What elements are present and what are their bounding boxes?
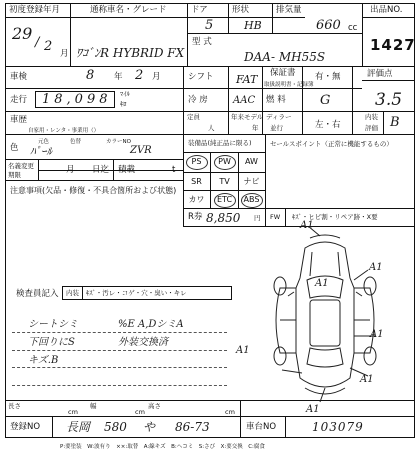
first-reg-month: 2	[44, 39, 53, 54]
warranty-value: 有・無	[315, 72, 341, 82]
doors-value: 5	[205, 18, 214, 33]
frame-left	[5, 3, 6, 438]
equipment-item: カワ	[188, 195, 205, 204]
rule	[362, 17, 414, 18]
fuel-label: 燃 料	[266, 95, 286, 105]
color-change-label: 色替	[70, 139, 82, 145]
rule	[5, 159, 183, 160]
damage-label: A1	[300, 220, 314, 231]
equipment-item: ETC	[216, 195, 233, 204]
fw-label: FW	[270, 213, 281, 221]
model-grade-label: 通称車名・グレード	[90, 5, 167, 15]
lot-value: 1427	[370, 36, 416, 54]
fuel-value: G	[320, 93, 331, 108]
mileage-label: 走行	[10, 95, 28, 105]
dealer-label: ディラー	[266, 113, 292, 121]
frame-bottom	[5, 437, 415, 438]
color-code-label: カラーNO	[106, 139, 131, 145]
rule	[285, 416, 286, 437]
warranty-label: 保証書	[270, 68, 296, 78]
rule	[5, 111, 362, 112]
ac-label: 冷 房	[188, 95, 208, 105]
rule	[5, 416, 415, 417]
category-sub: 自家用・レンタ・事業用（）	[28, 128, 100, 134]
lot-label: 出品NO.	[370, 5, 403, 15]
width-unit: cm	[135, 408, 145, 416]
inspection-month-unit: 月	[152, 72, 161, 82]
registration-number: 86-73	[175, 420, 210, 434]
rule	[5, 400, 415, 401]
rule	[183, 226, 414, 227]
rule	[38, 159, 39, 180]
rule	[362, 3, 363, 66]
shift-label: シフト	[188, 72, 214, 82]
rule	[362, 111, 414, 112]
color-label: 色	[10, 143, 19, 153]
year-model-unit: 年	[252, 124, 259, 132]
note-row1-left: シートシミ	[28, 319, 78, 330]
rule	[285, 208, 286, 226]
equipment-circle	[186, 155, 208, 170]
registration-class: 580	[104, 420, 127, 434]
rule	[183, 152, 265, 153]
change-day: 日迄	[92, 165, 110, 175]
color-original-label: 元色	[38, 139, 50, 145]
damage-label: A1	[369, 262, 383, 273]
equipment-item: TV	[219, 177, 230, 186]
length-unit: cm	[68, 408, 78, 416]
score-value: 3.5	[375, 90, 403, 110]
change-label: 名義変更期限	[8, 162, 34, 179]
damage-label: A1	[315, 278, 329, 289]
note-row2-right: 外装交換済	[118, 337, 168, 348]
capacity-unit: 人	[208, 124, 215, 132]
mileage-digits: 18,098	[42, 92, 112, 107]
rule	[240, 400, 241, 416]
length-label: 長さ	[8, 402, 21, 410]
frame-top	[5, 3, 415, 4]
inspection-year-unit: 年	[114, 72, 123, 82]
width-label: 幅	[90, 402, 97, 410]
displacement-label: 排気量	[276, 5, 302, 15]
capacity-label: 定員	[187, 113, 200, 121]
fw-desc: ｷｽﾞ・ヒビ割・リペア跡・X要	[292, 213, 378, 221]
color-code-value: ZVR	[130, 145, 152, 156]
first-reg-month-unit: 月	[60, 49, 69, 59]
rule	[5, 134, 414, 135]
height-unit: cm	[225, 408, 235, 416]
doors-label: ドア	[191, 5, 208, 15]
load-label: 積載	[118, 165, 136, 175]
rule	[228, 66, 229, 134]
equipment-circle	[214, 193, 236, 208]
rule	[362, 80, 414, 81]
frame-right	[414, 3, 415, 438]
recycle-unit: 円	[254, 214, 261, 222]
first-reg-sep: /	[35, 35, 40, 50]
rule	[240, 416, 241, 437]
rule	[183, 190, 265, 191]
equipment-item: SR	[191, 177, 202, 186]
equipment-item: AW	[245, 157, 258, 166]
legend: P:要塗装 W:波有り ××:取替 A:線キズ B:ヘコミ S:さび X:要交換 C:腐食	[60, 444, 265, 450]
displacement-value: 660	[316, 18, 341, 33]
year-model-label: 年来モデル	[231, 113, 264, 121]
car-diagram	[250, 228, 400, 408]
note-row3-left: キズ.B	[28, 355, 59, 366]
category-label: 車歴	[10, 115, 28, 125]
rule	[272, 3, 273, 33]
rule	[265, 208, 414, 209]
note-line	[12, 350, 227, 351]
equipment-circle	[241, 193, 263, 208]
dealer-sub: 並行	[270, 124, 283, 132]
rule	[183, 208, 265, 209]
warranty-sub: 取扱説明書・記録簿	[264, 82, 314, 88]
equipment-circle	[214, 155, 236, 170]
damage-label: A1	[236, 345, 250, 356]
damage-label: A1	[360, 374, 374, 385]
interior-sub: 評価	[365, 124, 378, 132]
notes-label: 注意事項(欠品・修復・不具合箇所および状態)	[10, 186, 177, 195]
registration-label: 登録NO	[10, 422, 41, 432]
type-value: DAA- MH55S	[244, 50, 326, 64]
damage-label: A1	[306, 404, 320, 415]
registration-kana: や	[143, 420, 156, 434]
recycle-label: R券	[188, 212, 203, 222]
score-label: 評価点	[367, 69, 393, 79]
sell-points-label: セールスポイント（正常に機能するもの）	[270, 140, 393, 148]
rule	[262, 66, 263, 134]
registration-place: 長岡	[66, 420, 91, 434]
recycle-value: 8,850	[206, 211, 241, 225]
inspector-label: 検査員記入	[16, 289, 59, 299]
shift-value: FAT	[236, 73, 258, 86]
rule	[187, 3, 188, 66]
rule	[302, 66, 303, 134]
note-line	[12, 367, 227, 368]
damage-label: A1	[370, 329, 384, 340]
first-reg-label: 初度登録年月	[9, 5, 61, 15]
rule	[5, 180, 183, 181]
chassis-value: 103079	[312, 420, 364, 434]
inspection-label: 車検	[10, 72, 28, 82]
rule	[5, 17, 305, 18]
mileage-unit-bottom: ｷﾛ	[120, 100, 127, 108]
interior-value: B	[390, 115, 400, 130]
steering-value: 左・右	[315, 120, 341, 130]
equipment-item: ナビ	[243, 177, 260, 186]
first-reg-year: 29	[12, 24, 33, 43]
rule	[82, 286, 83, 300]
height-label: 高さ	[148, 402, 161, 410]
displacement-unit: cc	[348, 23, 358, 33]
color-value: ﾊﾟｰﾙ	[30, 145, 52, 158]
rule	[187, 33, 362, 34]
equipment-label: 装備品(純正品に限る)	[188, 139, 252, 147]
inspection-year: 8	[86, 68, 95, 83]
note-line	[12, 332, 227, 333]
note-row1-right: %E A,DシミA	[118, 319, 184, 330]
load-unit: t	[172, 165, 176, 175]
equipment-item: PW	[218, 157, 231, 166]
equipment-item: PS	[191, 157, 202, 166]
note-row2-left: 下回りにS	[28, 337, 75, 348]
inspector-interior-desc: ｷｽﾞ・汚レ・コゲ・穴・臭い・キレ	[86, 289, 187, 297]
change-month: 月	[66, 165, 75, 175]
interior-label: 内装	[365, 113, 378, 121]
rule	[113, 159, 114, 180]
rule	[228, 3, 229, 33]
rule	[38, 170, 183, 171]
equipment-item: ABS	[243, 195, 260, 204]
inspection-month: 2	[135, 68, 144, 83]
shape-value: HB	[244, 19, 262, 32]
rule	[265, 134, 266, 226]
model-grade-value: ﾜｺﾞﾝR HYBRID FX	[76, 46, 185, 60]
rule	[52, 416, 53, 437]
shape-label: 形状	[232, 5, 250, 15]
type-label: 型 式	[192, 37, 212, 47]
chassis-label: 車台NO	[246, 422, 277, 432]
rule	[352, 66, 353, 134]
rule	[383, 111, 384, 134]
rule	[70, 3, 71, 66]
mileage-unit-top: ﾏｲﾙ	[120, 90, 130, 98]
inspector-interior-label: 内装	[66, 289, 79, 297]
ac-value: AAC	[233, 95, 256, 106]
rule	[183, 172, 265, 173]
note-line	[12, 385, 227, 386]
